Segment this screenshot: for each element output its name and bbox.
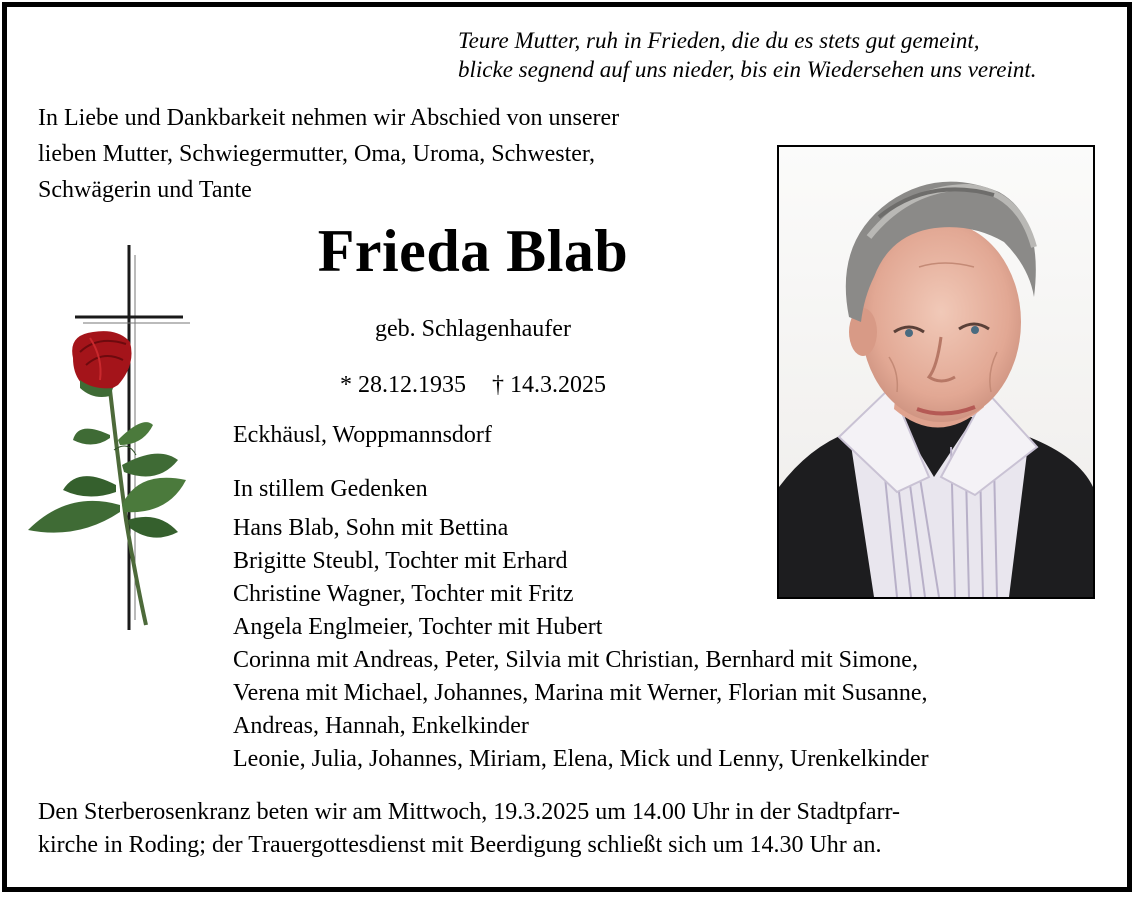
mourner-line: Christine Wagner, Tochter mit Fritz	[233, 581, 574, 607]
footer-line-2: kirche in Roding; der Trauergottesdienst mit Beerdigung schließt sich um 14.30 Uhr an.	[38, 832, 882, 858]
residence-place: Eckhäusl, Woppmannsdorf	[233, 422, 492, 448]
footer-line-1: Den Sterberosenkranz beten wir am Mittwoch, 19.3.2025 um 14.00 Uhr in der Stadtpfarr-	[38, 799, 900, 825]
motto-line-2: blicke segnend auf uns nieder, bis ein Wiedersehen uns vereint.	[458, 57, 1037, 82]
mourner-line: Verena mit Michael, Johannes, Marina mit Werner, Florian mit Susanne,	[233, 680, 928, 706]
motto-line-1: Teure Mutter, ruh in Frieden, die du es stets gut gemeint,	[458, 28, 980, 53]
mourners-heading: In stillem Gedenken	[233, 476, 428, 502]
intro-line-3: Schwägerin und Tante	[38, 177, 252, 203]
life-dates	[230, 370, 716, 400]
service-announcement	[38, 796, 1108, 862]
birth-date: * 28.12.1935	[340, 372, 466, 398]
motto-verse	[458, 26, 1128, 84]
intro-line-2: lieben Mutter, Schwiegermutter, Oma, Uroma, Schwester,	[38, 141, 595, 167]
mourner-line: Corinna mit Andreas, Peter, Silvia mit Christian, Bernhard mit Simone,	[233, 647, 918, 673]
birth-name: geb. Schlagenhaufer	[375, 316, 571, 342]
intro-line-1: In Liebe und Dankbarkeit nehmen wir Abschied von unserer	[38, 105, 620, 131]
mourner-line: Hans Blab, Sohn mit Bettina	[233, 515, 509, 541]
deceased-name: Frieda Blab	[317, 218, 629, 284]
intro-text	[38, 100, 758, 208]
mourner-line: Leonie, Julia, Johannes, Miriam, Elena, Mick und Lenny, Urenkelkinder	[233, 746, 929, 772]
cross-with-red-rose-icon	[18, 240, 196, 640]
mourner-line: Andreas, Hannah, Enkelkinder	[233, 713, 529, 739]
death-date: † 14.3.2025	[492, 372, 606, 398]
mourner-line: Angela Englmeier, Tochter mit Hubert	[233, 614, 603, 640]
portrait-photo	[777, 145, 1095, 599]
mourner-line: Brigitte Steubl, Tochter mit Erhard	[233, 548, 568, 574]
